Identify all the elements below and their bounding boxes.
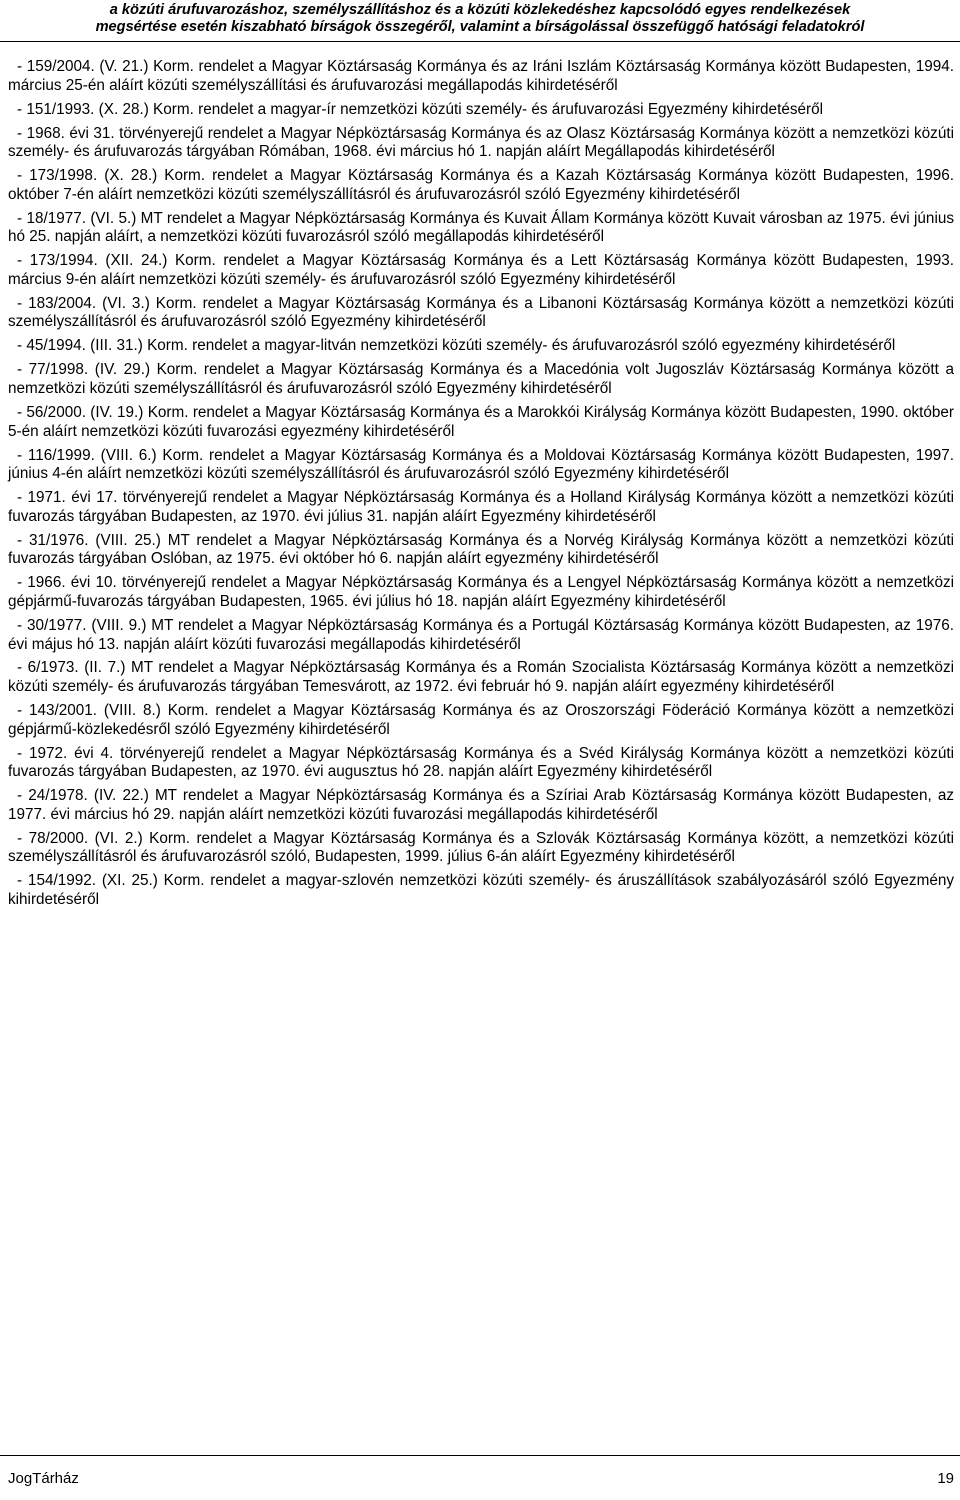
page-header bbox=[0, 0, 960, 36]
list-item: - 173/1994. (XII. 24.) Korm. rendelet a Magyar Köztársaság Kormánya és a Lett Köztársaság Kormánya között Budapesten, 1993. március 9-én aláírt nemzetközi közúti személy- és árufuvarozásról szóló Egyezmény kihirdetéséről bbox=[8, 252, 954, 288]
list-item: - 143/2001. (VIII. 8.) Korm. rendelet a Magyar Köztársaság Kormánya és az Oroszországi Föderáció Kormánya között a nemzetközi gépjármű-közlekedésről szóló Egyezmény kihirdetéséről bbox=[8, 702, 954, 738]
footer-source: JogTárház bbox=[8, 1470, 79, 1487]
document-body bbox=[8, 58, 954, 915]
list-item: - 24/1978. (IV. 22.) MT rendelet a Magyar Népköztársaság Kormánya és a Szíriai Arab Köztársaság Kormánya között Budapesten, az 1977. évi március hó 29. napján aláírt nemzetközi közúti fuvarozási megállapodás kihirdetéséről bbox=[8, 787, 954, 823]
list-item: - 78/2000. (VI. 2.) Korm. rendelet a Magyar Köztársaság Kormánya és a Szlovák Köztársaság Kormánya között, a nemzetközi közúti személyszállításról és árufuvarozásról szóló, Budapesten, 1999. július 6-án aláírt Egyezmény kihirdetéséről bbox=[8, 829, 954, 866]
header-line-1: a közúti árufuvarozáshoz, személyszállításhoz és a közúti közlekedéshez kapcsolódó egyes rendelkezések bbox=[109, 2, 851, 18]
list-item: - 159/2004. (V. 21.) Korm. rendelet a Magyar Köztársaság Kormánya és az Iráni Iszlám Köztársaság Kormánya között Budapesten, 1994. március 25-én aláírt közúti személyszállítási és árufuvarozási megállapodás kihirdetéséről bbox=[8, 58, 954, 94]
list-item: - 1968. évi 31. törvényerejű rendelet a Magyar Népköztársaság Kormánya és az Olasz Köztársaság Kormánya között a nemzetközi közúti személy- és árufuvarozás tárgyában Rómában, 1968. évi március hó 1. napján aláírt Megállapodás kihirdetéséről bbox=[8, 124, 954, 161]
page-footer bbox=[0, 1455, 960, 1500]
header-divider bbox=[0, 41, 960, 42]
list-item: - 1966. évi 10. törvényerejű rendelet a Magyar Népköztársaság Kormánya és a Lengyel Népköztársaság Kormánya között a nemzetközi gépjármű-fuvarozás tárgyában Budapesten, 1965. évi július hó 18. napján aláírt Egyezmény kihirdetéséről bbox=[8, 574, 954, 610]
list-item: - 18/1977. (VI. 5.) MT rendelet a Magyar Népköztársaság Kormánya és Kuvait Állam Kormánya között Kuvait városban az 1975. évi június hó 25. napján aláírt, a nemzetközi közúti fuvarozásról szóló megállapodás kihirdetéséről bbox=[8, 209, 954, 246]
page-number: 19 bbox=[937, 1470, 954, 1487]
list-item: - 183/2004. (VI. 3.) Korm. rendelet a Magyar Köztársaság Kormánya és a Libanoni Köztársaság Kormánya között a nemzetközi közúti személyszállításról és árufuvarozásról szóló Egyezmény kihirdetéséről bbox=[8, 294, 954, 331]
list-item: - 31/1976. (VIII. 25.) MT rendelet a Magyar Népköztársaság Kormánya és a Norvég Királyság Kormánya között a nemzetközi közúti fuvarozás tárgyában Oslóban, az 1975. évi október hó 6. napján aláírt egyezmény kihirdetéséről bbox=[8, 531, 954, 568]
list-item: - 77/1998. (IV. 29.) Korm. rendelet a Magyar Köztársaság Kormánya és a Macedónia volt Jugoszláv Köztársaság Kormánya között a nemzetközi közúti személyszállításról és árufuvarozásról szóló Egyezmény kihirdetéséről bbox=[8, 361, 954, 398]
header-line-2: megsértése esetén kiszabható bírságok összegéről, valamint a bírságolással összefüggő hatósági feladatokról bbox=[95, 19, 865, 35]
list-item: - 173/1998. (X. 28.) Korm. rendelet a Magyar Köztársaság Kormánya és a Kazah Köztársaság Kormánya között Budapesten, 1996. október 7-én aláírt nemzetközi közúti személyszállításról és árufuvarozásról szóló Egyezmény kihirdetéséről bbox=[8, 167, 954, 203]
list-item: - 6/1973. (II. 7.) MT rendelet a Magyar Népköztársaság Kormánya és a Román Szocialista Köztársaság Kormánya között a nemzetközi közúti személy- és árufuvarozás tárgyában Temesvárott, az 1972. évi február hó 9. napján aláírt egyezmény kihirdetéséről bbox=[8, 659, 954, 696]
list-item: - 30/1977. (VIII. 9.) MT rendelet a Magyar Népköztársaság Kormánya és a Portugál Köztársaság Kormánya között Budapesten, az 1976. évi május hó 13. napján aláírt közúti fuvarozási megállapodás kihirdetéséről bbox=[8, 616, 954, 653]
list-item: - 151/1993. (X. 28.) Korm. rendelet a magyar-ír nemzetközi közúti személy- és árufuvarozási Egyezmény kihirdetéséről bbox=[17, 100, 823, 118]
list-item: - 154/1992. (XI. 25.) Korm. rendelet a magyar-szlovén nemzetközi közúti személy- és áruszállítások szabályozásáról szóló Egyezmény kihirdetéséről bbox=[8, 872, 954, 908]
list-item: - 1971. évi 17. törvényerejű rendelet a Magyar Népköztársaság Kormánya és a Holland Királyság Kormánya között a nemzetközi közúti fuvarozás tárgyában Budapesten, az 1970. évi július 31. napján aláírt Egyezmény kihirdetéséről bbox=[8, 489, 954, 525]
list-item: - 45/1994. (III. 31.) Korm. rendelet a magyar-litván nemzetközi közúti személy- és árufuvarozásról szóló egyezmény kihirdetéséről bbox=[17, 337, 896, 355]
list-item: - 56/2000. (IV. 19.) Korm. rendelet a Magyar Köztársaság Kormánya és a Marokkói Királyság Kormánya között Budapesten, 1990. október 5-én aláírt nemzetközi közúti fuvarozási egyezmény kihirdetéséről bbox=[8, 404, 954, 440]
list-item: - 1972. évi 4. törvényerejű rendelet a Magyar Népköztársaság Kormánya és a Svéd Királyság Kormánya között a nemzetközi közúti fuvarozás tárgyában Budapesten, az 1970. évi augusztus hó 28. napján aláírt Egyezmény kihirdetéséről bbox=[8, 744, 954, 781]
list-item: - 116/1999. (VIII. 6.) Korm. rendelet a Magyar Köztársaság Kormánya és a Moldovai Köztársaság Kormánya között Budapesten, 1997. június 4-én aláírt nemzetközi közúti személyszállításról és árufuvarozásról szóló Egyezmény kihirdetéséről bbox=[8, 446, 954, 483]
